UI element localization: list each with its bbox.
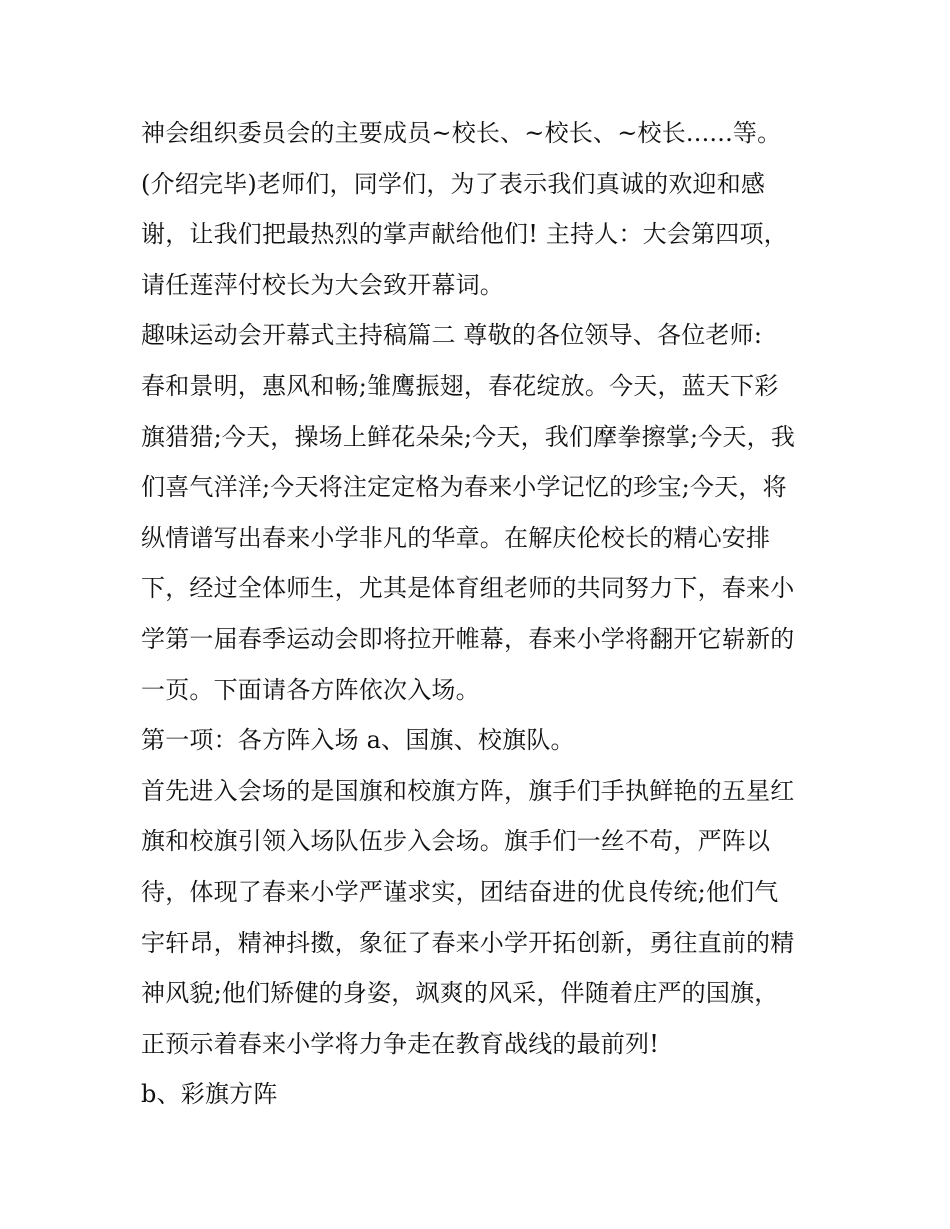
text-line: 纵情谱写出春来小学非凡的华章。在解庆伦校长的精心安排: [141, 523, 771, 552]
text-line: 第一项：各方阵入场 a、国旗、校旗队。: [141, 726, 575, 755]
text-line: 旗猎猎;今天，操场上鲜花朵朵;今天，我们摩拳擦掌;今天，我: [141, 422, 796, 451]
text-line: 神会组织委员会的主要成员~校长、~校长、~校长......等。: [141, 119, 782, 147]
text-line: 旗和校旗引领入场队伍步入会场。旗手们一丝不苟，严阵以: [141, 827, 771, 856]
text-line: 下，经过全体师生，尤其是体育组老师的共同努力下，春来小: [141, 574, 795, 603]
text-line: 正预示着春来小学将力争走在教育战线的最前列!: [141, 1029, 660, 1058]
text-line: 一页。下面请各方阵依次入场。: [141, 675, 480, 704]
text-line: b、彩旗方阵: [141, 1080, 278, 1109]
document-body: [141, 108, 821, 1120]
text-line: 待，体现了春来小学严谨求实，团结奋进的优良传统;他们气: [141, 877, 779, 906]
text-line: 神风貌;他们矫健的身姿，飒爽的风采，伴随着庄严的国旗，: [141, 979, 779, 1008]
text-line: 首先进入会场的是国旗和校旗方阵，旗手们手执鲜艳的五星红: [141, 776, 795, 805]
text-line: 请任莲萍付校长为大会致开幕词。: [141, 270, 504, 299]
text-line: 趣味运动会开幕式主持稿篇二 尊敬的各位领导、各位老师:: [141, 321, 763, 350]
text-line: 宇轩昂，精神抖擞，象征了春来小学开拓创新，勇往直前的精: [141, 928, 795, 957]
text-line: 学第一届春季运动会即将拉开帷幕，春来小学将翻开它崭新的: [141, 624, 795, 653]
text-line: 们喜气洋洋;今天将注定定格为春来小学记忆的珍宝;今天，将: [141, 473, 787, 502]
text-line: (介绍完毕)老师们，同学们，为了表示我们真诚的欢迎和感: [141, 169, 766, 198]
text-line: 春和景明，惠风和畅;雏鹰振翅，春花绽放。今天，蓝天下彩: [141, 371, 779, 400]
text-line: 谢，让我们把最热烈的掌声献给他们! 主持人：大会第四项，: [141, 220, 788, 249]
